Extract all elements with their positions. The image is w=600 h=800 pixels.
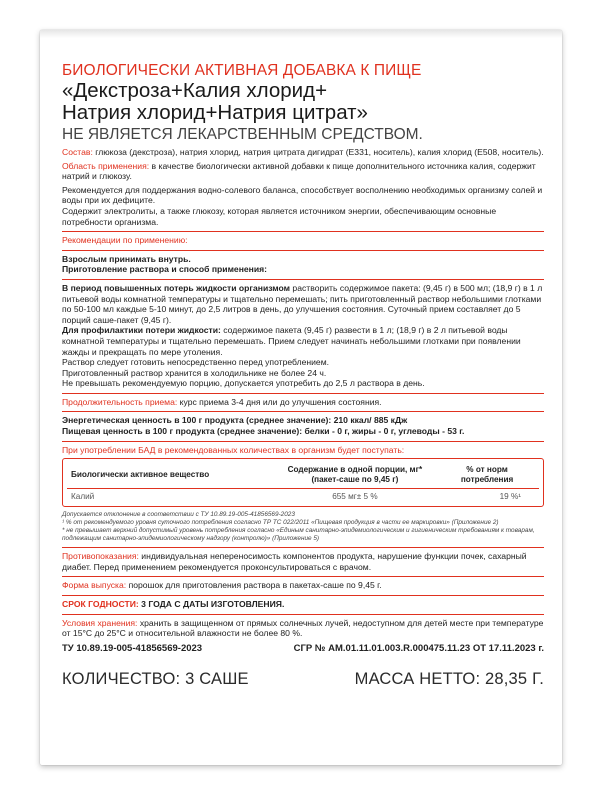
- release-form: [62, 580, 544, 591]
- bioactive-table: [67, 462, 539, 504]
- usage-prevent-text: содержимое пакета (9,45 г) развести в 1 л; (18,9 г) в 2 л питьевой воды комнатной температуры и тщательно перемешать. Прием следует начинать небольшими глотками при появлении жажды и прекращать по мере утоления.: [62, 325, 521, 357]
- shelf-life: [62, 599, 544, 610]
- electrolytes-text: Содержит электролиты, а также глюкозу, которая является источником энергии, обеспечивающим основные потребности организма.: [62, 205, 497, 227]
- usage-prep-title: Приготовление раствора и способ применения:: [62, 264, 268, 275]
- duration-label: Продолжительность приема:: [62, 396, 178, 407]
- divider: [62, 614, 544, 615]
- table-header-substance: Биологически активное вещество: [67, 462, 275, 489]
- usage-loss: [62, 283, 544, 325]
- supplement-heading: БИОЛОГИЧЕСКИ АКТИВНАЯ ДОБАВКА К ПИЩЕ: [62, 62, 422, 79]
- footnote: * не превышает верхний допустимый уровень потребления согласно «Единым санитарно-эпидемиологическим и гигиеническим требованиям к товарам, подлежащим санитарно-эпидемиологическому надзору (контролю)» (Приложение 5): [62, 527, 535, 543]
- table-cell-substance: Калий: [71, 492, 95, 502]
- contraindications: [62, 551, 544, 572]
- usage-prevent: [62, 325, 544, 357]
- divider: [62, 441, 544, 442]
- net-mass: МАССА НЕТТО: 28,35 Г.: [354, 669, 544, 688]
- footnotes: [62, 511, 544, 543]
- usage-limit: Не превышать рекомендуемую порцию, допускается употребить до 2,5 л раствора в день.: [62, 378, 425, 389]
- application-text: в качестве биологически активной добавки к пище дополнительного источника калия, содержит натрий и глюкозу.: [62, 160, 536, 182]
- composition: [62, 147, 544, 158]
- release-form-text: порошок для приготовления раствора в пакетах-саше по 9,45 г.: [126, 580, 382, 591]
- duration-text: курс приема 3-4 дня или до улучшения состояния.: [177, 396, 382, 407]
- product-name-line1: «Декстроза+Калия хлорид+: [62, 79, 328, 102]
- table-header-content: Содержание в одной порции, мг* (пакет-саше по 9,45 г): [275, 462, 435, 489]
- storage-conditions: [62, 618, 544, 639]
- sgr-number: СГР № AM.01.11.01.003.R.000475.11.23 ОТ 17.11.2023 г.: [293, 642, 544, 654]
- composition-label: Состав:: [62, 147, 93, 157]
- divider: [62, 250, 544, 251]
- table-header-percent: % от норм потребления: [435, 462, 539, 489]
- quantity-line: [62, 670, 544, 689]
- usage-loss-text: растворить содержимое пакета: (9,45 г) в 500 мл; (18,9 г) в 1 л питьевой воды комнатной температуры и тщательно перемешать; пить приготовленный раствор небольшими глотками по 50-100 мл каждые 5-10 минут, до 2,5 литров в день, до улучшения состояния. Суточный прием составляет до 5 порций саше-пакет (9,45 г).: [62, 282, 543, 325]
- table-header-row: [67, 462, 539, 489]
- usage-adults: Взрослым принимать внутрь.: [62, 253, 191, 264]
- usage-fresh: Раствор следует готовить непосредственно перед употреблением.: [62, 357, 330, 368]
- usage-label: Рекомендации по применению:: [62, 235, 188, 246]
- release-form-label: Форма выпуска:: [62, 580, 127, 591]
- shelf-life-label: СРОК ГОДНОСТИ:: [62, 599, 139, 610]
- shelf-life-text: 3 ГОДА С ДАТЫ ИЗГОТОВЛЕНИЯ.: [138, 599, 285, 610]
- usage-loss-bold: В период повышенных потерь жидкости организмом: [62, 282, 291, 293]
- not-a-drug-notice: НЕ ЯВЛЯЕТСЯ ЛЕКАРСТВЕННЫМ СРЕДСТВОМ.: [62, 126, 423, 143]
- contraindications-text: индивидуальная непереносимость компонентов продукта, нарушение функции почек, сахарный диабет. Перед применением рекомендуется проконсультироваться с врачом.: [62, 551, 527, 572]
- footnote: ¹ % от рекомендуемого уровня суточного потребления согласно ТР ТС 022/2011 «Пищевая продукция в части ее маркировки» (Приложение 2): [62, 519, 499, 527]
- footnote: Допускается отклонение в соответствии с ТУ 10.89.19-005-41856569-2023: [62, 511, 295, 519]
- storage-conditions-label: Условия хранения:: [62, 617, 138, 628]
- energy-value: Энергетическая ценность в 100 г продукта (среднее значение): 210 ккал/ 885 кДж: [62, 415, 408, 426]
- table-title: При употреблении БАД в рекомендованных количествах в организм будет поступать:: [62, 444, 405, 455]
- label-content: [62, 62, 544, 689]
- divider: [62, 411, 544, 412]
- quantity: КОЛИЧЕСТВО: 3 САШЕ: [62, 669, 249, 688]
- usage-storage: Приготовленный раствор хранится в холодильнике не более 24 ч.: [62, 367, 327, 378]
- duration: [62, 397, 544, 408]
- divider: [62, 393, 544, 394]
- application-area: [62, 161, 544, 182]
- package-panel: [40, 30, 562, 765]
- divider: [62, 576, 544, 577]
- divider: [62, 231, 544, 232]
- nutrition-value: Пищевая ценность в 100 г продукта (среднее значение): белки - 0 г, жиры - 0 г, углеводы - 53 г.: [62, 426, 465, 437]
- bioactive-table-box: [62, 458, 544, 507]
- recommended-text: Рекомендуется для поддержания водно-солевого баланса, способствует восполнению необходимых организму солей и воды при их дефиците.: [62, 184, 543, 206]
- composition-text: глюкоза (декстроза), натрия хлорид, натрия цитрата дигидрат (Е331, носитель), калия хлорид (Е508, носитель).: [92, 147, 544, 157]
- table-cell-content: 655 мг± 5 %: [332, 492, 378, 502]
- divider: [62, 595, 544, 596]
- registration-line: [62, 643, 544, 654]
- divider: [62, 547, 544, 548]
- table-cell-percent: 19 %¹: [499, 492, 521, 502]
- application-label: Область применения:: [62, 160, 150, 171]
- product-name-line2: Натрия хлорид+Натрия цитрат»: [62, 101, 368, 124]
- table-row: [67, 489, 539, 505]
- usage-prevent-bold: Для профилактики потери жидкости:: [62, 325, 221, 336]
- divider: [62, 279, 544, 280]
- tu-number: ТУ 10.89.19-005-41856569-2023: [62, 642, 203, 654]
- storage-conditions-text: хранить в защищенном от прямых солнечных лучей, недоступном для детей месте при температуре от 15°С до 25°С и относительной влажности не более 80 %.: [62, 617, 544, 639]
- contraindications-label: Противопоказания:: [62, 551, 139, 562]
